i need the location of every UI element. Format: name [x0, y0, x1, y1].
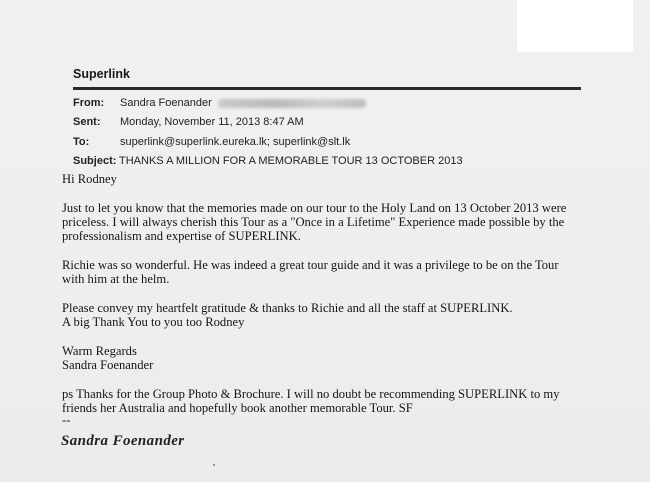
subject-row [73, 152, 463, 171]
organization-name: Superlink [73, 67, 130, 81]
to-row [73, 133, 463, 152]
paragraph-2-line-1: Richie was so wonderful. He was indeed a great tour guide and it was a privilege to be on the Tour [62, 257, 559, 272]
scan-speck [213, 464, 215, 466]
signature: Sandra Foenander [61, 433, 185, 449]
paragraph-3-line-2: A big Thank You to you too Rodney [62, 315, 245, 330]
sent-label: Sent: [73, 116, 101, 129]
closing-line-1: Warm Regards [62, 343, 137, 358]
redaction-patch [517, 0, 633, 52]
paragraph-1-line-1: Just to let you know that the memories made on our tour to the Holy Land on 13 October 2013 were [62, 200, 567, 215]
paragraph-1-line-3: professionalism and expertise of SUPERLINK. [62, 229, 301, 244]
from-label: From: [73, 97, 105, 109]
paragraph-3-line-1: Please convey my heartfelt gratitude & thanks to Richie and all the staff at SUPERLINK. [62, 300, 513, 315]
postscript-line-2: friends her Australia and hopefully book another memorable Tour. SF [62, 401, 413, 416]
paragraph-1-line-2: priceless. I will always cherish this Tour as a "Once in a Lifetime" Experience made possible by the [62, 214, 565, 229]
to-value: superlink@superlink.eureka.lk; superlink@slt.lk [120, 135, 351, 148]
greeting: Hi Rodney [62, 172, 117, 186]
header-divider [73, 87, 581, 90]
postscript-line-1: ps Thanks for the Group Photo & Brochure. I will no doubt be recommending SUPERLINK to my [62, 386, 560, 401]
closing-line-2: Sandra Foenander [62, 358, 154, 373]
subject-label: Subject: [73, 155, 117, 168]
subject-value: THANKS A MILLION FOR A MEMORABLE TOUR 13 OCTOBER 2013 [119, 155, 463, 168]
blurred-email [218, 99, 366, 108]
from-name: Sandra Foenander [120, 97, 212, 109]
email-header [73, 94, 463, 172]
to-label: To: [73, 135, 90, 148]
sent-value: Monday, November 11, 2013 8:47 AM [120, 116, 304, 129]
signature-dashes: -- [62, 413, 71, 428]
sent-row [73, 113, 463, 132]
paragraph-2-line-2: with him at the helm. [62, 272, 170, 287]
email-body [62, 172, 622, 428]
from-row [73, 94, 463, 113]
